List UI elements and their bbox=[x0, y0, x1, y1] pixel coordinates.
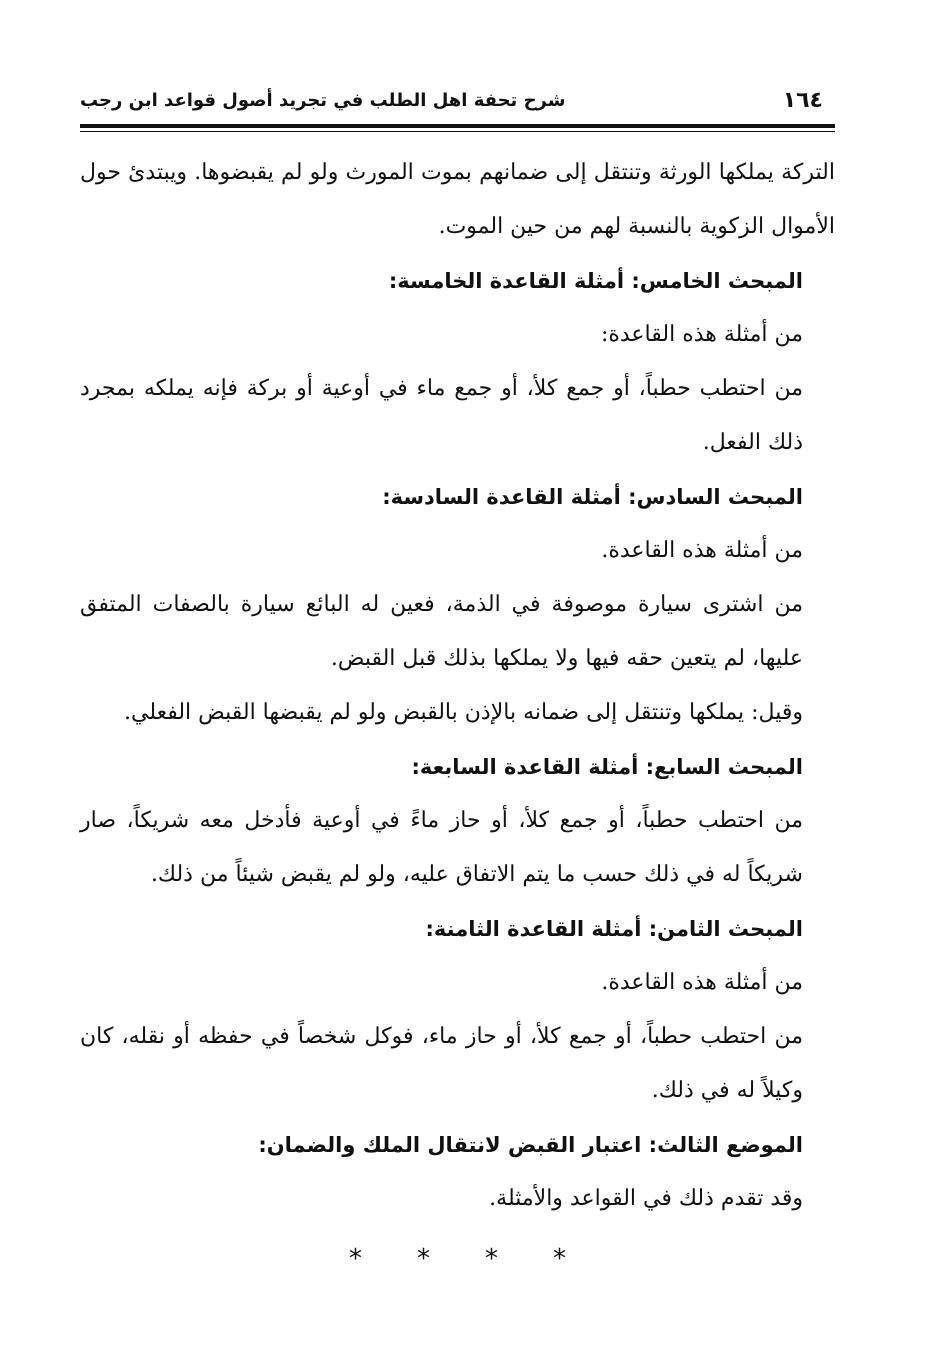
book-page bbox=[80, 84, 835, 1284]
section-heading-fifth: المبحث الخامس: أمثلة القاعدة الخامسة: bbox=[388, 269, 803, 293]
header-rule-thick bbox=[80, 124, 835, 128]
section-separator bbox=[80, 1226, 835, 1288]
paragraph-continuation: التركة يملكها الورثة وتنتقل إلى ضمانهم بموت المورث ولو لم يقبضوها. ويبتدئ حول الأموال الزكوية بالنسبة لهم من حين الموت. bbox=[80, 160, 835, 239]
separator-star: * bbox=[349, 1244, 362, 1274]
paragraph: وقد تقدم ذلك في القواعد والأمثلة. bbox=[489, 1186, 803, 1211]
separator-star: * bbox=[485, 1244, 498, 1274]
section-heading-seventh: المبحث السابع: أمثلة القاعدة السابعة: bbox=[411, 755, 803, 779]
paragraph: من اشترى سيارة موصوفة في الذمة، فعين له البائع سيارة بالصفات المتفق عليها، لم يتعين حقه فيها ولا يملكها بذلك قبل القبض. bbox=[80, 592, 803, 671]
section-heading-eighth: المبحث الثامن: أمثلة القاعدة الثامنة: bbox=[425, 917, 803, 941]
section-heading-sixth: المبحث السادس: أمثلة القاعدة السادسة: bbox=[382, 485, 803, 509]
page-body bbox=[80, 146, 835, 1288]
running-title: شرح تحفة اهل الطلب في تجريد أصول قواعد ابن رجب bbox=[80, 90, 566, 111]
paragraph: من احتطب حطباً، أو جمع كلأ، أو جمع ماء في أوعية أو بركة فإنه يملكه بمجرد ذلك الفعل. bbox=[80, 376, 803, 455]
paragraph: من أمثلة هذه القاعدة. bbox=[601, 970, 803, 995]
page-number: ١٦٤ bbox=[782, 88, 823, 113]
separator-star: * bbox=[553, 1244, 566, 1274]
section-heading-third-topic: الموضع الثالث: اعتبار القبض لانتقال الملك والضمان: bbox=[258, 1133, 803, 1157]
running-header bbox=[80, 84, 835, 124]
paragraph: من أمثلة هذه القاعدة: bbox=[600, 322, 803, 347]
separator-star: * bbox=[417, 1244, 430, 1274]
paragraph: من احتطب حطباً، أو جمع كلأ، أو حاز ماء، فوكل شخصاً في حفظه أو نقله، كان وكيلاً له في ذلك. bbox=[80, 1024, 803, 1103]
paragraph: من أمثلة هذه القاعدة. bbox=[601, 538, 803, 563]
paragraph: وقيل: يملكها وتنتقل إلى ضمانه بالإذن بالقبض ولو لم يقبضها القبض الفعلي. bbox=[123, 700, 803, 725]
paragraph: من احتطب حطباً، أو جمع كلأ، أو حاز ماءً في أوعية فأدخل معه شريكاً، صار شريكاً له في ذلك حسب ما يتم الاتفاق عليه، ولو لم يقبض شيئاً من ذلك. bbox=[80, 808, 803, 887]
header-rule-thin bbox=[80, 131, 835, 132]
